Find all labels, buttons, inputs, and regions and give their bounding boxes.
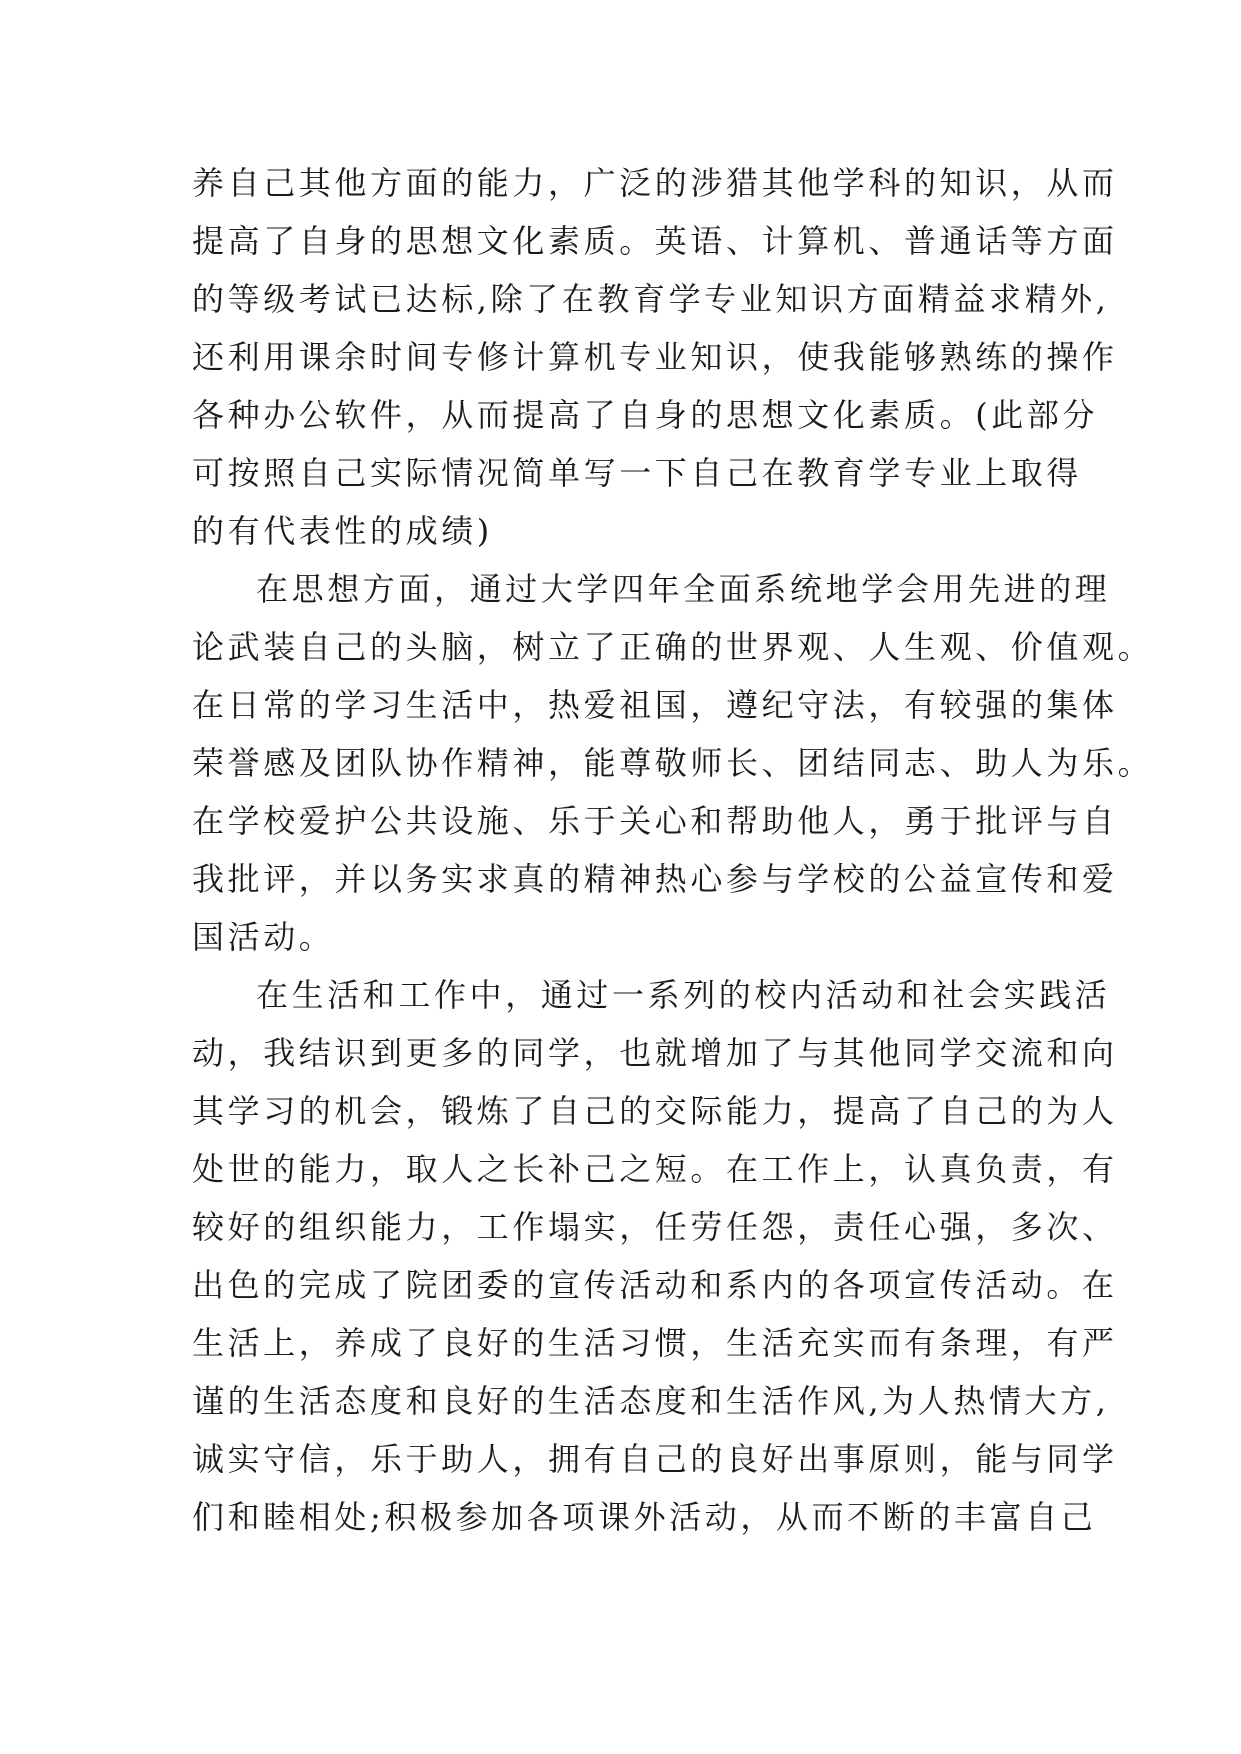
text-line-23: 诚实守信，乐于助人，拥有自己的良好出事原则，能与同学 — [192, 1440, 1118, 1478]
paragraph-life-work-start: 在生活和工作中，通过一系列的校内活动和社会实践活 — [256, 976, 1111, 1014]
text-line-18: 处世的能力，取人之长补己之短。在工作上，认真负责，有 — [192, 1150, 1118, 1188]
text-line-2: 提高了自身的思想文化素质。英语、计算机、普通话等方面 — [192, 222, 1118, 260]
text-line-14: 国活动。 — [192, 918, 335, 956]
paragraph-thought-start: 在思想方面，通过大学四年全面系统地学会用先进的理 — [256, 570, 1111, 608]
text-line-7: 的有代表性的成绩) — [192, 512, 493, 550]
text-line-6: 可按照自己实际情况简单写一下自己在教育学专业上取得 — [192, 454, 1083, 492]
text-line-4: 还利用课余时间专修计算机专业知识，使我能够熟练的操作 — [192, 338, 1118, 376]
text-line-20: 出色的完成了院团委的宣传活动和系内的各项宣传活动。在 — [192, 1266, 1118, 1304]
text-line-17: 其学习的机会，锻炼了自己的交际能力，提高了自己的为人 — [192, 1092, 1118, 1130]
text-line-19: 较好的组织能力，工作塌实，任劳任怨，责任心强，多次、 — [192, 1208, 1118, 1246]
text-line-1: 养自己其他方面的能力，广泛的涉猎其他学科的知识，从而 — [192, 164, 1118, 202]
text-line-24: 们和睦相处;积极参加各项课外活动，从而不断的丰富自己 — [192, 1498, 1097, 1536]
text-line-13: 我批评，并以务实求真的精神热心参与学校的公益宣传和爱 — [192, 860, 1118, 898]
text-line-21: 生活上，养成了良好的生活习惯，生活充实而有条理，有严 — [192, 1324, 1118, 1362]
text-line-12: 在学校爱护公共设施、乐于关心和帮助他人，勇于批评与自 — [192, 802, 1118, 840]
text-line-9: 论武装自己的头脑，树立了正确的世界观、人生观、价值观。 — [192, 628, 1154, 666]
text-line-5: 各种办公软件，从而提高了自身的思想文化素质。(此部分 — [192, 396, 1099, 434]
text-line-11: 荣誉感及团队协作精神，能尊敬师长、团结同志、助人为乐。 — [192, 744, 1154, 782]
text-line-3: 的等级考试已达标,除了在教育学专业知识方面精益求精外, — [192, 280, 1110, 318]
text-line-22: 谨的生活态度和良好的生活态度和生活作风,为人热情大方, — [192, 1382, 1110, 1420]
text-line-16: 动，我结识到更多的同学，也就增加了与其他同学交流和向 — [192, 1034, 1118, 1072]
text-line-10: 在日常的学习生活中，热爱祖国，遵纪守法，有较强的集体 — [192, 686, 1118, 724]
